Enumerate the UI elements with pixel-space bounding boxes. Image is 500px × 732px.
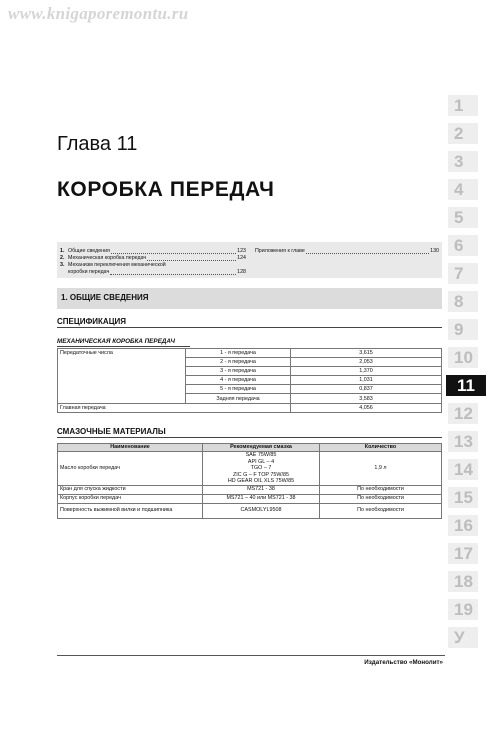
toc-item-number: 3. <box>60 262 65 268</box>
table-row <box>58 494 442 503</box>
table-cell: Задняя передача <box>186 394 291 403</box>
table-cell: MS721 – 40 или MS721 - 38 <box>203 494 320 503</box>
toc-item[interactable] <box>60 262 246 269</box>
lube-line: API GL – 4 <box>247 458 275 465</box>
spec-subheading: МЕХАНИЧЕСКАЯ КОРОБКА ПЕРЕДАЧ <box>57 338 176 345</box>
table-cell: Поверхность выжимной вилки и подшипника <box>58 503 203 518</box>
table-cell: 3,583 <box>291 394 442 403</box>
table-cell: По необходимости <box>320 503 442 518</box>
chapter-tab-7[interactable]: 7 <box>448 260 478 284</box>
toc-item[interactable] <box>60 269 246 276</box>
table-row <box>58 403 442 412</box>
chapter-tab-14[interactable]: 14 <box>448 456 478 480</box>
table-cell: 2,053 <box>291 358 442 367</box>
chapter-tab-3[interactable]: 3 <box>448 148 478 172</box>
table-row <box>58 503 442 518</box>
toc-item[interactable] <box>60 255 246 262</box>
table-cell: По необходимости <box>320 485 442 494</box>
spec-heading: СПЕЦИФИКАЦИЯ <box>57 317 127 326</box>
chapter-tab-16[interactable]: 16 <box>448 512 478 536</box>
table-cell: По необходимости <box>320 494 442 503</box>
chapter-tab-9[interactable]: 9 <box>448 316 478 340</box>
table-cell: 1,031 <box>291 376 442 385</box>
section-title: 1. ОБЩИЕ СВЕДЕНИЯ <box>61 293 149 302</box>
watermark: www.knigaporemontu.ru <box>8 4 189 23</box>
toc-item-label: Механизм переключения механической <box>68 262 166 268</box>
toc-leader <box>110 274 236 275</box>
table-cell: 1 - я передача <box>186 349 291 358</box>
divider <box>57 437 442 438</box>
chapter-tab-13[interactable]: 13 <box>448 428 478 452</box>
chapter-tab-15[interactable]: 15 <box>448 484 478 508</box>
divider <box>57 346 190 347</box>
chapter-tab-У[interactable]: У <box>448 624 478 648</box>
chapter-tab-11[interactable]: 11 <box>446 372 486 396</box>
chapter-tab-2[interactable]: 2 <box>448 120 478 144</box>
table-cell: Масло коробки передач <box>58 452 203 486</box>
toc-leader <box>111 253 236 254</box>
chapter-label: Глава 11 <box>57 133 138 155</box>
table-cell: MS721 - 38 <box>203 485 320 494</box>
section-header <box>57 288 442 309</box>
spec-table <box>57 348 442 413</box>
lube-line: SAE 75W/85 <box>245 452 277 458</box>
toc-item-label: Общие сведения <box>68 248 110 254</box>
table-cell: 1,370 <box>291 367 442 376</box>
toc-item[interactable] <box>60 248 246 255</box>
table-cell: 2 - я передача <box>186 358 291 367</box>
toc-leader <box>147 260 236 261</box>
chapter-tab-19[interactable]: 19 <box>448 596 478 620</box>
chapter-tab-17[interactable]: 17 <box>448 540 478 564</box>
chapter-tab-10[interactable]: 10 <box>448 344 478 368</box>
lube-line: ZIC G – F TOP 75W/85 <box>232 471 290 478</box>
table-cell: Передаточные числа <box>58 349 186 404</box>
toc-item-label: Приложения к главе <box>255 248 305 254</box>
column-header: Наименование <box>58 444 203 452</box>
toc-item[interactable] <box>255 248 439 255</box>
publisher-label: Издательство «Монолит» <box>364 659 443 666</box>
table-cell: 4,056 <box>291 403 442 412</box>
column-header: Количество <box>320 444 442 452</box>
table-header-row <box>58 444 442 452</box>
table-cell: 3 - я передача <box>186 367 291 376</box>
toc-item-page: 128 <box>237 269 246 275</box>
chapter-tab-4[interactable]: 4 <box>448 176 478 200</box>
chapter-tab-12[interactable]: 12 <box>448 400 478 424</box>
toc-item-page: 123 <box>237 248 246 254</box>
toc-left-column <box>60 248 246 276</box>
toc-item-label: Механическая коробка передач <box>68 255 147 261</box>
table-cell: 5 - я передача <box>186 385 291 394</box>
page-title: КОРОБКА ПЕРЕДАЧ <box>57 178 275 201</box>
column-header: Рекомендуемая смазка <box>203 444 320 452</box>
table-row <box>58 349 442 358</box>
table-of-contents <box>57 242 442 278</box>
chapter-tab-8[interactable]: 8 <box>448 288 478 312</box>
lube-line: TGO – 7 <box>250 465 272 471</box>
table-cell: 1,9 л <box>320 452 442 486</box>
table-cell: Кран для спуска жидкости <box>58 485 203 494</box>
chapter-tab-1[interactable]: 1 <box>448 92 478 116</box>
table-cell: CASMOLYL9508 <box>203 503 320 518</box>
table-row <box>58 485 442 494</box>
toc-leader <box>306 253 429 254</box>
toc-item-number: 1. <box>60 248 65 254</box>
table-cell: 3,615 <box>291 349 442 358</box>
chapter-tab-6[interactable]: 6 <box>448 232 478 256</box>
lubricants-table <box>57 443 442 519</box>
chapter-tab-5[interactable]: 5 <box>448 204 478 228</box>
lubricants-heading: СМАЗОЧНЫЕ МАТЕРИАЛЫ <box>57 427 166 436</box>
toc-right-column <box>255 248 439 255</box>
toc-item-page: 130 <box>430 248 439 254</box>
divider <box>57 327 442 328</box>
toc-item-page: 124 <box>237 255 246 261</box>
table-row <box>58 452 442 486</box>
table-cell: 0,837 <box>291 385 442 394</box>
lube-line: HD GEAR OIL XLS 75W/85 <box>227 478 295 484</box>
chapter-tab-18[interactable]: 18 <box>448 568 478 592</box>
table-cell <box>203 452 320 486</box>
table-cell: 4 - я передача <box>186 376 291 385</box>
table-cell: Главная передача <box>58 403 291 412</box>
toc-item-number: 2. <box>60 255 65 261</box>
table-cell: Корпус коробки передач <box>58 494 203 503</box>
footer-divider <box>57 655 445 656</box>
toc-item-label: коробки передач <box>68 269 110 275</box>
